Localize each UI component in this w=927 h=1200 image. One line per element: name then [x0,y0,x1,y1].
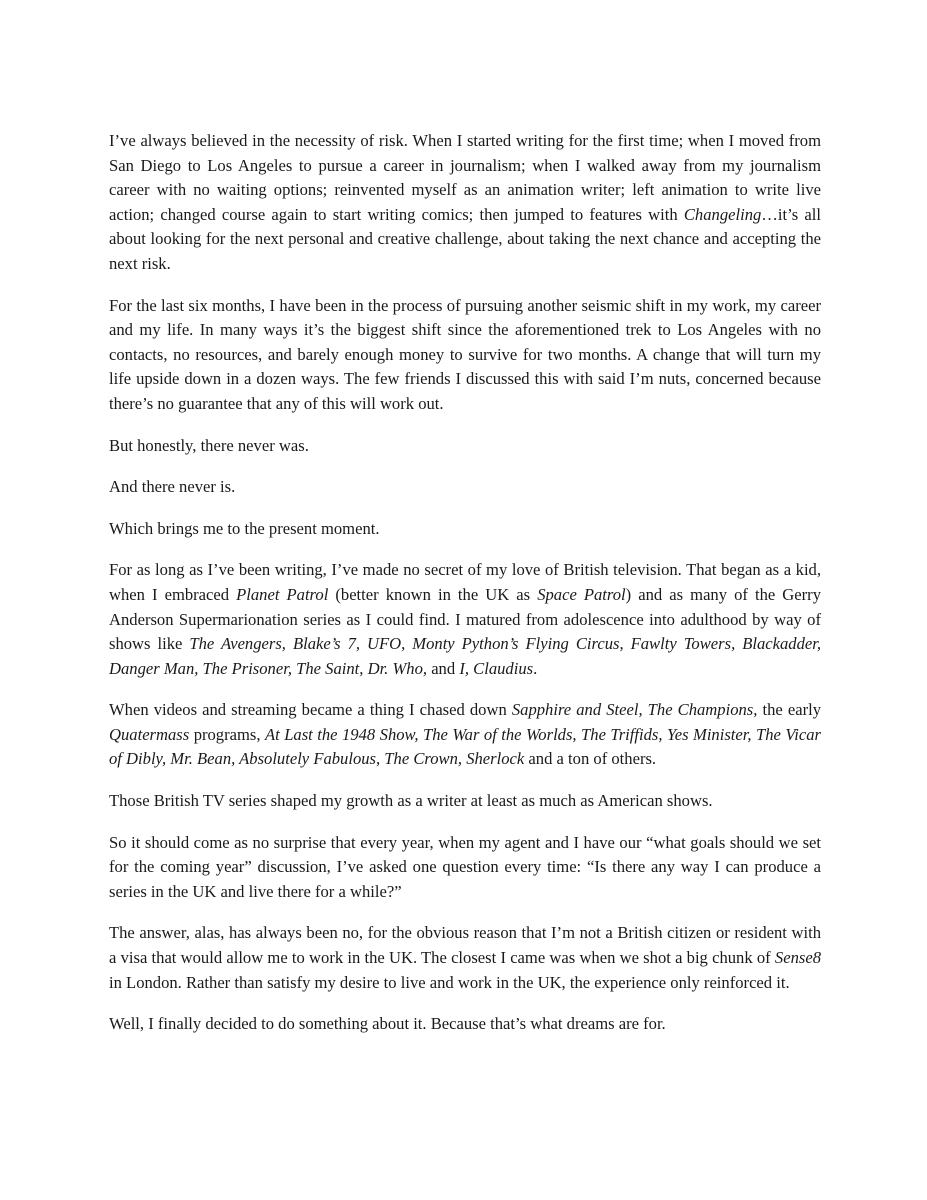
paragraph-text: …it’s all about looking for the next personal and creative challenge, about taking the next chance and accepting the next risk. [109,204,821,273]
document-body [109,129,821,1054]
italic-title-text: Sapphire and Steel, The Champions, [511,700,758,720]
paragraph [109,789,821,814]
italic-title-text: Planet Patrol [236,584,329,604]
paragraph-text: For as long as I’ve been writing, I’ve made no secret of my love of British television. That began as a kid, when I embraced [109,560,821,604]
italic-title-text: At Last the 1948 Show, The War of the Worlds, The Triffids, Yes Minister, The Vicar of Dibly, Mr. Bean, Absolutely Fabulous, The Crown, Sherlock [109,724,821,769]
paragraph [109,921,821,995]
paragraph [109,434,821,459]
paragraph-text: But honestly, there never was. [109,435,309,455]
paragraph-text: Well, I finally decided to do something about it. Because that’s what dreams are for. [109,1014,666,1034]
paragraph-text: the early [757,700,822,720]
italic-title-text: Sense8 [774,948,821,968]
paragraph-text: programs, [189,724,265,744]
paragraph [109,129,821,277]
paragraph-text: For the last six months, I have been in the process of pursuing another seismic shift in my work, my career and my life. In many ways it’s the biggest shift since the aforementioned trek to Los Angeles with no contacts, no resources, and barely enough money to survive for two months. A change that will turn my life upside down in a dozen ways. The few friends I discussed this with said I’m nuts, concerned because there’s no guarantee that any of this will work out. [109,295,821,413]
paragraph-text: and a ton of others. [524,749,657,769]
paragraph-text: Which brings me to the present moment. [109,518,380,538]
paragraph [109,831,821,905]
paragraph-text: in London. Rather than satisfy my desire to live and work in the UK, the experience only reinforced it. [109,972,790,992]
paragraph [109,517,821,542]
paragraph [109,294,821,417]
paragraph [109,475,821,500]
paragraph-text: So it should come as no surprise that every year, when my agent and I have our “what goals should we set for the coming year” discussion, I’ve asked one question every time: “Is there any way I can produce a series in the UK and live there for a while?” [109,832,821,901]
italic-title-text: I, Claudius [459,658,534,678]
paragraph-text: And there never is. [109,477,236,497]
paragraph [109,558,821,681]
paragraph-text: The answer, alas, has always been no, for the obvious reason that I’m not a British citizen or resident with a visa that would allow me to work in the UK. The closest I came was when we shot a big chunk of [109,923,821,968]
paragraph-text: . [533,658,538,678]
italic-title-text: Quatermass [109,724,190,744]
paragraph-text: When videos and streaming became a thing I chased down [109,700,512,720]
paragraph-text: ) and as many of the Gerry Anderson Supermarionation series as I could find. I matured from adolescence into adulthood by way of shows like [109,584,822,654]
paragraph-text: and [427,658,460,678]
italic-title-text: Changeling [683,204,762,224]
paragraph [109,698,821,772]
paragraph-text: Those British TV series shaped my growth as a writer at least as much as American shows. [109,791,713,811]
italic-title-text: Space Patrol [537,584,626,604]
paragraph-text: I’ve always believed in the necessity of risk. When I started writing for the first time; when I moved from San Diego to Los Angeles to pursue a career in journalism; when I walked away from my journalism career with no waiting options; reinvented myself as an animation writer; left animation to write live action; changed course again to start writing comics; then jumped to features with [109,131,821,224]
italic-title-text: The Avengers, Blake’s 7, UFO, Monty Python’s Flying Circus, Fawlty Towers, Blackadder, Danger Man, The Prisoner, The Saint, Dr. Who, [109,634,822,678]
paragraph [109,1012,821,1037]
paragraph-text: (better known in the UK as [328,584,538,604]
